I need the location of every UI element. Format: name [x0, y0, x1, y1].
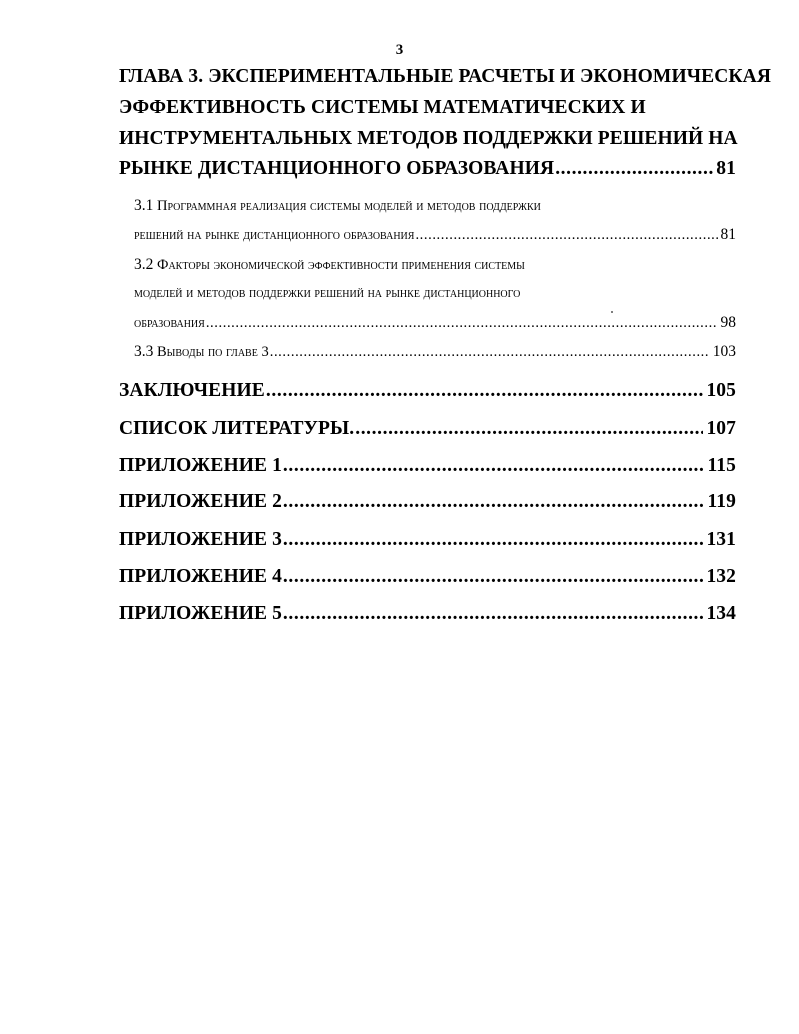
- toc-page-number: 107: [706, 418, 736, 439]
- dot-leader: [283, 566, 704, 588]
- section-number: 3.2: [134, 256, 154, 273]
- toc-entry-bibliography[interactable]: [119, 418, 736, 440]
- dot-leader: [283, 603, 704, 625]
- toc-page-number: 98: [720, 314, 736, 331]
- toc-text: Программная реализация системы моделей и методов поддержки: [157, 198, 541, 214]
- chapter-3-title-line-2: [119, 97, 646, 119]
- toc-text: ГЛАВА 3. ЭКСПЕРИМЕНТАЛЬНЫЕ РАСЧЕТЫ И ЭКОНОМИЧЕСКАЯ: [119, 66, 772, 87]
- toc-text: образования: [134, 315, 205, 331]
- dot-leader: [206, 315, 718, 332]
- dot-leader: [266, 380, 704, 402]
- dot-leader: [283, 491, 705, 513]
- toc-page-number: 103: [712, 343, 736, 360]
- section-number: 3.3: [134, 343, 154, 360]
- toc-text: ПРИЛОЖЕНИЕ 4: [119, 566, 282, 587]
- toc-page-number: 119: [707, 491, 736, 512]
- toc-entry-appendix-3[interactable]: [119, 529, 736, 551]
- toc-page-number: 131: [706, 529, 736, 550]
- dot-leader: [283, 455, 705, 477]
- toc-page-number: 115: [707, 455, 736, 476]
- toc-text: ЭФФЕКТИВНОСТЬ СИСТЕМЫ МАТЕМАТИЧЕСКИХ И: [119, 97, 646, 118]
- toc-page-number: 105: [706, 380, 736, 401]
- section-3-2-line-3[interactable]: [134, 314, 736, 332]
- toc-entry-conclusion[interactable]: [119, 380, 736, 402]
- toc-text: ПРИЛОЖЕНИЕ 1: [119, 455, 282, 476]
- toc-text: Выводы по главе 3: [157, 344, 269, 360]
- section-number: 3.1: [134, 197, 154, 214]
- chapter-3-title-line-1: [119, 66, 771, 88]
- toc-entry-appendix-1[interactable]: [119, 455, 736, 477]
- toc-entry-appendix-2[interactable]: [119, 491, 736, 513]
- toc-text: моделей и методов поддержки решений на рынке дистанционного: [134, 285, 521, 301]
- toc-entry-appendix-4[interactable]: [119, 566, 736, 588]
- section-3-1-line-1: [134, 197, 541, 215]
- dot-leader: [415, 227, 717, 244]
- toc-entry-appendix-5[interactable]: [119, 603, 736, 625]
- toc-text: Факторы экономической эффективности применения системы: [157, 257, 525, 273]
- toc-text: ПРИЛОЖЕНИЕ 3: [119, 529, 282, 550]
- dot-leader: [283, 529, 704, 551]
- toc-page-number: 81: [720, 226, 736, 243]
- section-3-1-line-2[interactable]: [134, 226, 736, 244]
- section-3-2-line-1: [134, 256, 525, 274]
- toc-text: ПРИЛОЖЕНИЕ 2: [119, 491, 282, 512]
- chapter-3-title-line-4[interactable]: [119, 158, 736, 180]
- section-3-3-line-1[interactable]: [134, 343, 736, 361]
- toc-page-number: 132: [706, 566, 736, 587]
- dot-leader: [355, 418, 703, 440]
- toc-text: ПРИЛОЖЕНИЕ 5: [119, 603, 282, 624]
- section-3-2-line-2: [134, 285, 520, 302]
- scan-speck: [611, 311, 613, 313]
- toc-text: решений на рынке дистанционного образования: [134, 227, 415, 243]
- page-number: 3: [395, 42, 404, 58]
- dot-leader: [555, 158, 713, 180]
- dot-leader: [270, 344, 710, 361]
- toc-page-number: 81: [716, 158, 736, 179]
- toc-page-number: 134: [706, 603, 736, 624]
- chapter-3-title-line-3: [119, 128, 738, 150]
- toc-text: РЫНКЕ ДИСТАНЦИОННОГО ОБРАЗОВАНИЯ: [119, 158, 555, 179]
- toc-text: ИНСТРУМЕНТАЛЬНЫХ МЕТОДОВ ПОДДЕРЖКИ РЕШЕНИЙ НА: [119, 128, 738, 149]
- toc-text: ЗАКЛЮЧЕНИЕ: [119, 380, 265, 401]
- toc-text: СПИСОК ЛИТЕРАТУРЫ.: [119, 418, 355, 439]
